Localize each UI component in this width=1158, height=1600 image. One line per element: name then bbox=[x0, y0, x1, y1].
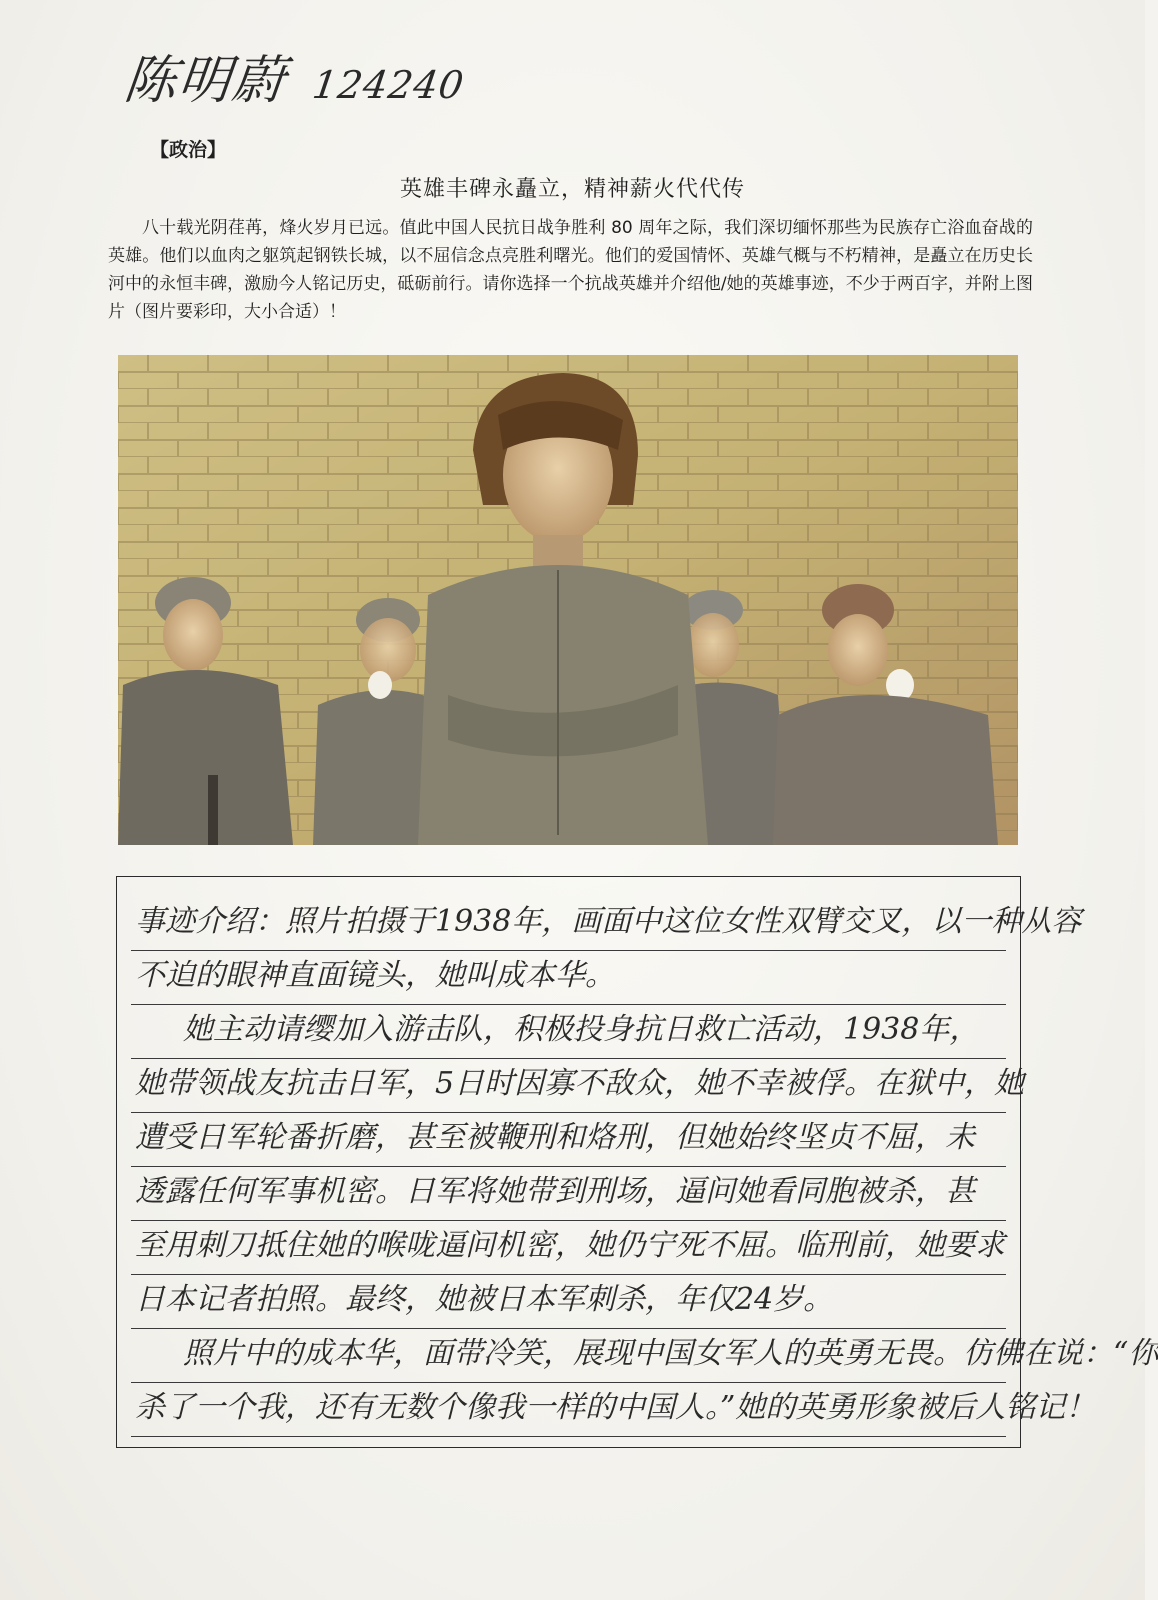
essay-line: 照片中的成本华，面带冷笑，展现中国女军人的英勇无畏。仿佛在说：“你 bbox=[131, 1329, 1006, 1383]
task-prompt: 八十载光阴荏苒，烽火岁月已远。值此中国人民抗日战争胜利 80 周年之际，我们深切缅怀那些为民族存亡浴血奋战的英雄。他们以血肉之躯筑起钢铁长城，以不屈信念点亮胜利曙光。他们的爱国情怀、英雄气概与不朽精神，是矗立在历史长河中的永恒丰碑，激励今人铭记历史，砥砺前行。请你选择一个抗战英雄并介绍他/她的英雄事迹，不少于两百字，并附上图片（图片要彩印，大小合适）！ bbox=[108, 218, 1033, 322]
essay-line: 事迹介绍：照片拍摄于1938年，画面中这位女性双臂交叉，以一种从容 bbox=[131, 897, 1006, 951]
essay-line: 日本记者拍照。最终，她被日本军刺杀，年仅24岁。 bbox=[131, 1275, 1006, 1329]
task-title: 英雄丰碑永矗立，精神薪火代代传 bbox=[399, 177, 745, 202]
essay-line: 她带领战友抗击日军，5日时因寡不敌众，她不幸被俘。在狱中，她 bbox=[131, 1059, 1006, 1113]
essay-box bbox=[116, 876, 1158, 1448]
photo-illustration bbox=[118, 355, 1018, 845]
subject-tag: 【政治】 bbox=[150, 139, 227, 161]
essay-line: 至用刺刀抵住她的喉咙逼问机密，她仍宁死不屈。临刑前，她要求 bbox=[131, 1221, 1006, 1275]
essay-line: 透露任何军事机密。日军将她带到刑场，逼问她看同胞被杀，甚 bbox=[131, 1167, 1006, 1221]
essay-line: 她主动请缨加入游击队，积极投身抗日救亡活动，1938年， bbox=[131, 1005, 1006, 1059]
essay-lines bbox=[131, 897, 1158, 1437]
essay-line: 不迫的眼神直面镜头，她叫成本华。 bbox=[131, 951, 1006, 1005]
student-id: 124240 bbox=[309, 63, 468, 107]
essay-line: 遭受日军轮番折磨，甚至被鞭刑和烙刑，但她始终坚贞不屈，未 bbox=[131, 1113, 1006, 1167]
essay-line: 杀了一个我，还有无数个像我一样的中国人。”她的英勇形象被后人铭记！ bbox=[131, 1383, 1006, 1437]
student-name: 陈明蔚 bbox=[121, 51, 290, 111]
historical-photo bbox=[118, 355, 1018, 845]
student-header bbox=[121, 38, 468, 111]
